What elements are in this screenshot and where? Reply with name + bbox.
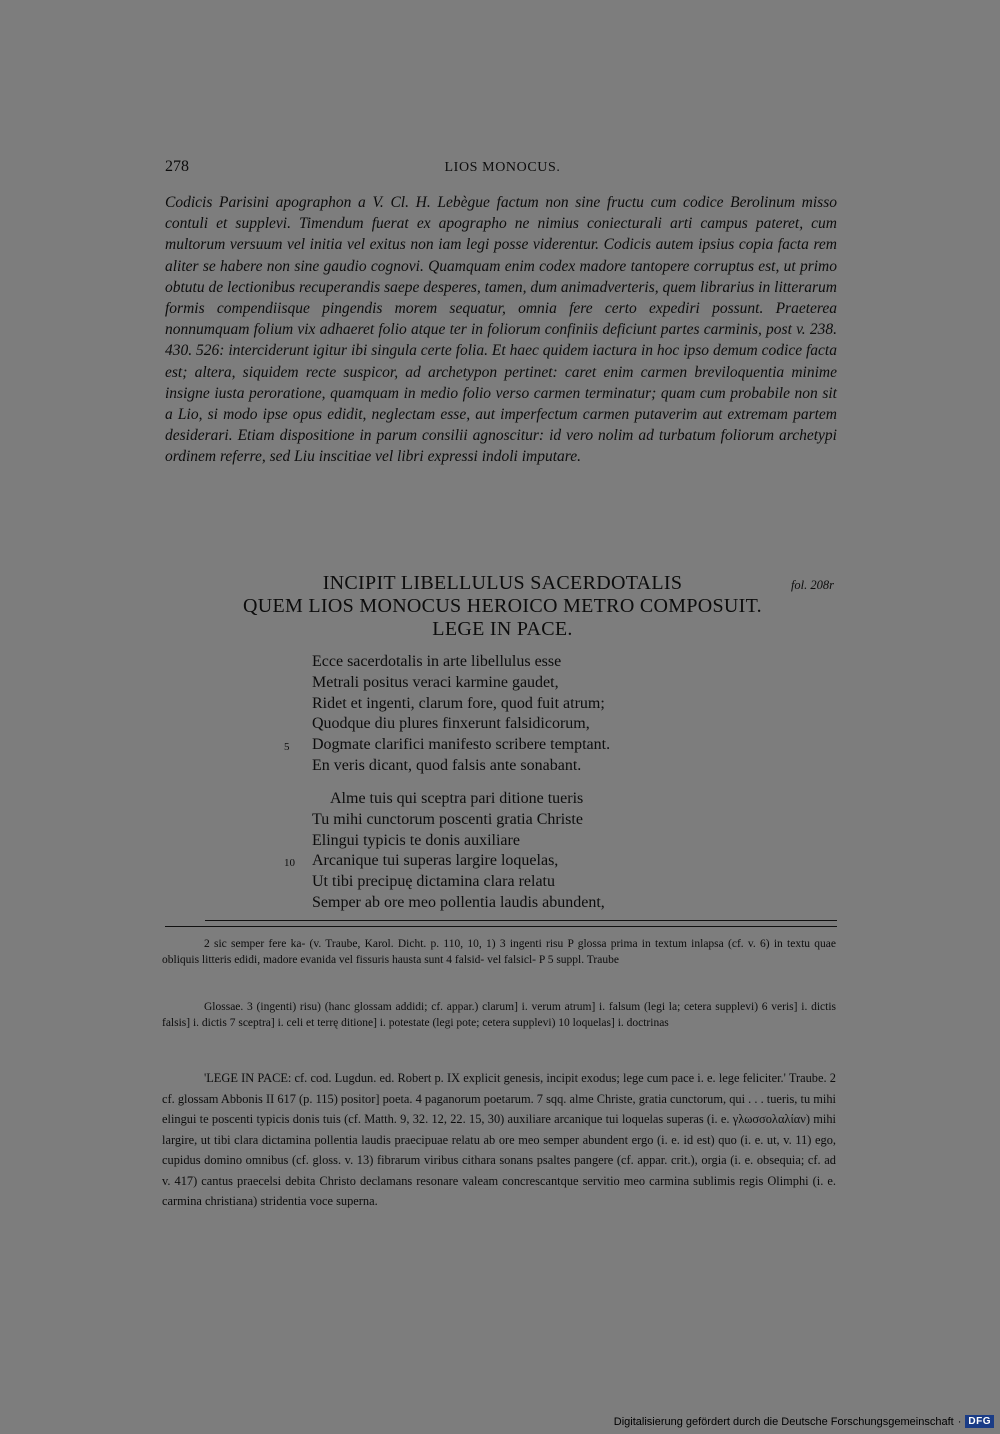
commentary-note: 'LEGE IN PACE: cf. cod. Lugdun. ed. Robert p. IX explicit genesis, incipit exodus; lege cum pace i. e. lege feliciter.' Traube. 2 cf. glossam Abbonis II 617 (p. 115) positor] poeta. 4 paganorum poetarum. 7 sqq. alme Christe, gratia cunctorum, qui . . . tueris, tu mihi elingui te poscenti typicis donis tuis (cf. Matth. 9, 32. 12, 22. 15, 30) auxiliare arcanique tui loquelas superas (i. e. γλωσσολαλίαν) mihi largire, ut tibi clara dictamina pollentia laudis praecipuae relatu ab ore meo semper abundent ergo (i. e. id est) quo (i. e. ut, v. 11) ego, cupidus domino omnibus (cf. gloss. v. 13) fibrarum viribus cithara sonans psaltes pangere (cf. appar. crit.), orgia (i. e. obsequia; cf. ad v. 417) cantus praecelsi debita Christo declamans resonare valeam concrescantque servitio meo carmina sublimis regis Olimphi (i. e. carmina christiana) stridentia voce superna. [162, 1071, 836, 1208]
footnote-divider-thin [165, 926, 837, 927]
preface-paragraph: Codicis Parisini apographon a V. Cl. H. Lebègue factum non sine fructu cum codice Berolinum misso contuli et supplevi. Timendum fuerat ex apographo ne nimius coniecturali arti campus pateret, cum multorum versuum vel initia vel exitus non iam legi posse viderentur. Codicis autem ipsius copia facta rem aliter se habere non sine gaudio cognovi. Quamquam enim codex madore tantopere corruptus est, ut primo obtutu de lectionibus recuperandis saepe desperes, tamen, dum animadverteris, quem librarius in litterarum formis compendiisque pingendis morem sequatur, omnia fere certo expediri possunt. Praeterea nonnumquam folium vix adhaeret folio atque ter in foliorum confiniis deficiunt partes carminis, post v. 238. 430. 526: interciderunt igitur ibi singula certe folia. Et haec quidem iactura in hoc ipso demum codice facta est; altera, siquidem recte suspicor, ad archetypon pertinet: caret enim carmen breviloquentia minime insigne iusta peroratione, quamquam in medio folio verso carmen terminatur; quam cum probabile non sit a Lio, si modo ipse opus edidit, neglectam esse, aut imperfectum carmen putaverim aut extremam partem desiderari. Etiam dispositione in parum consilii agnoscitur: id vero nolim ad turbatum foliorum archetypi ordinem referre, sed Liu inscitiae vel libri expressi indoli imputare. [165, 194, 837, 466]
line-number: 5 [284, 741, 290, 754]
verse-line: Semper ab ore meo pollentia laudis abundent, [312, 893, 605, 911]
verse-line: Ut tibi precipuę dictamina clara relatu [312, 873, 555, 891]
folio-reference: fol. 208r [790, 578, 834, 592]
poem-title [165, 572, 840, 641]
dfg-logo: DFG [965, 1415, 994, 1428]
verse-line: Ridet et ingenti, clarum fore, quod fuit atrum; [312, 694, 605, 712]
verse-line: Alme tuis qui sceptra pari ditione tueris [330, 790, 584, 807]
running-title: LIOS MONOCUS. [444, 160, 561, 175]
verse-line: 5 Dogmate clarifici manifesto scribere temptant. [270, 735, 690, 756]
running-head [165, 158, 840, 182]
poem-stanza-2 [270, 789, 690, 914]
verse-line: Tu mihi cunctorum poscenti gratia Christe [312, 810, 583, 828]
verse-line: En veris dicant, quod falsis ante sonabant. [312, 756, 582, 774]
digitization-credit: Digitalisierung gefördert durch die Deutsche Forschungsgemeinschaft · DFG [614, 1415, 994, 1428]
title-line-3: LEGE IN PACE. [432, 618, 573, 640]
verse-line: Metrali positus veraci karmine gaudet, [312, 673, 559, 691]
verse-line: Elingui typicis te donis auxiliare [312, 831, 520, 849]
title-line-2: QUEM LIOS MONOCUS HEROICO METRO COMPOSUIT. [243, 595, 762, 617]
glossae-note: Glossae. 3 (ingenti) risu) (hanc glossam addidi; cf. appar.) clarum] i. verum atrum] i. falsum (legi la; cetera supplevi) 6 veris] i. dictis falsis] i. dictis 7 sceptra] i. celi et terrę ditione] i. potestate (legi pote; cetera supplevi) 10 loquelas] i. doctrinas [162, 1001, 836, 1029]
line-number: 10 [284, 857, 295, 870]
poem-stanza-1 [270, 652, 690, 777]
verse-line: 10 Arcanique tui superas largire loquelas, [270, 851, 690, 872]
verse-line: Quodque diu plures finxerunt falsidicorum, [312, 715, 590, 733]
footnote-divider [205, 920, 837, 921]
title-line-1: INCIPIT LIBELLULUS SACERDOTALIS [322, 572, 683, 594]
credit-text: Digitalisierung gefördert durch die Deutsche Forschungsgemeinschaft [613, 1415, 954, 1428]
page-number: 278 [165, 158, 189, 175]
critical-apparatus: 2 sic semper fere ka- (v. Traube, Karol. Dicht. p. 110, 10, 1) 3 ingenti risu P glossa prima in textum inlapsa (cf. v. 6) in textu quae obliquis litteris edidi, madore evanida vel fissuris hausta sunt 4 falsid- vel falsicl- P 5 suppl. Traube [162, 938, 836, 966]
verse-line: Ecce sacerdotalis in arte libellulus esse [312, 653, 562, 670]
